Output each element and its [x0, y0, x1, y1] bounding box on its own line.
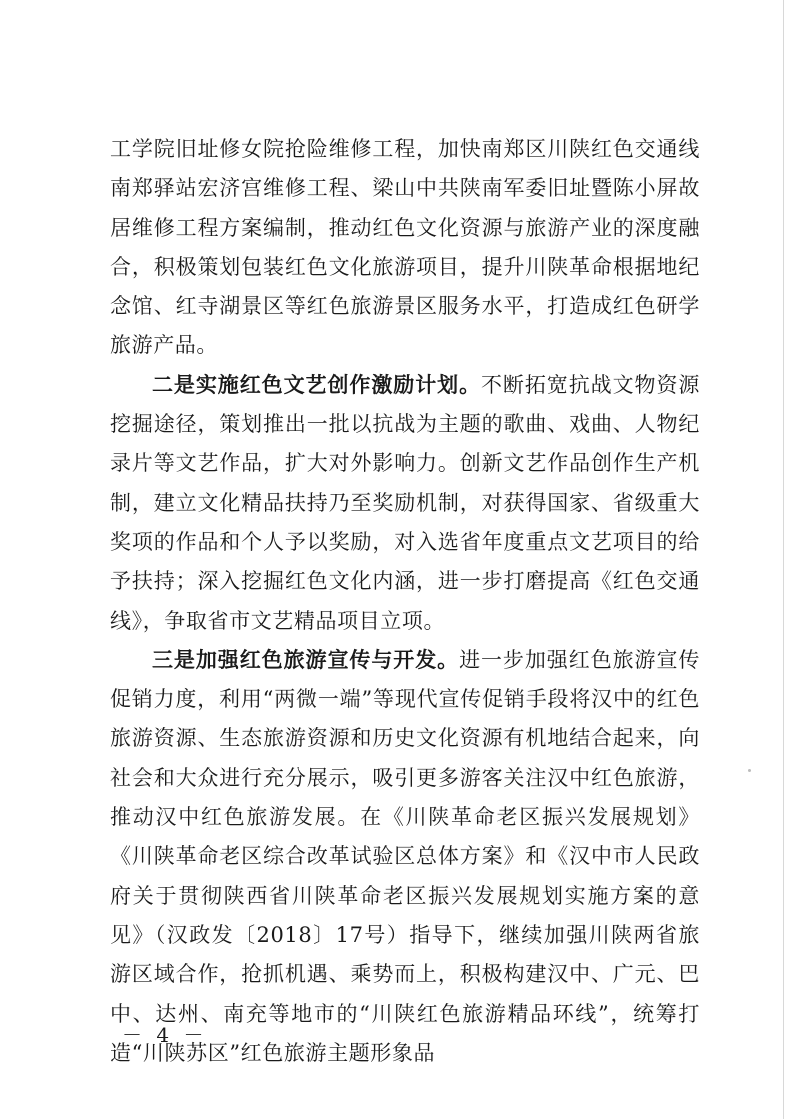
paragraph-1-text: 工学院旧址修女院抢险维修工程，加快南郑区川陕红色交通线南郑驿站宏济宫维修工程、梁山中共陕南军委旧址暨陈小屏故居维修工程方案编制，推动红色文化资源与旅游产业的深度融合，积极策划包装红色文化旅游项目，提升川陕革命根据地纪念馆、红寺湖景区等红色旅游景区服务水平，打造成红色研学旅游产品。: [110, 137, 700, 358]
scan-speck: [748, 769, 751, 772]
paragraph-3-lead: 三是加强红色旅游宣传与开发。: [152, 647, 460, 672]
paragraph-3-text: 进一步加强红色旅游宣传促销力度，利用“两微一端”等现代宣传促销手段将汉中的红色旅游资源、生态旅游资源和历史文化资源有机地结合起来，向社会和大众进行充分展示，吸引更多游客关注汉中红色旅游，推动汉中红色旅游发展。在《川陕革命老区振兴发展规划》《川陕革命老区综合改革试验区总体方案》和《汉中市人民政府关于贯彻陕西省川陕革命老区振兴发展规划实施方案的意见》（汉政发〔2018〕17号）指导下，继续加强川陕两省旅游区域合作，抢抓机遇、乘势而上，积极构建汉中、广元、巴中、达州、南充等地市的“川陕红色旅游精品环线”，统筹打造“川陕苏区”红色旅游主题形象品: [110, 647, 700, 1065]
paragraph-2: [110, 366, 700, 641]
document-body: [110, 130, 700, 1073]
paragraph-1: [110, 130, 700, 366]
paragraph-3: [110, 641, 700, 1073]
paragraph-2-text: 不断拓宽抗战文物资源挖掘途径，策划推出一批以抗战为主题的歌曲、戏曲、人物纪录片等文艺作品，扩大对外影响力。创新文艺作品创作生产机制，建立文化精品扶持乃至奖励机制，对获得国家、省级重大奖项的作品和个人予以奖励，对入选省年度重点文艺项目的给予扶持；深入挖掘红色文化内涵，进一步打磨提高《红色交通线》，争取省市文艺精品项目立项。: [110, 372, 700, 633]
page-edge: [783, 0, 784, 1119]
paragraph-2-lead: 二是实施红色文艺创作激励计划。: [152, 372, 481, 397]
page-number: － 4 －: [122, 1023, 208, 1047]
